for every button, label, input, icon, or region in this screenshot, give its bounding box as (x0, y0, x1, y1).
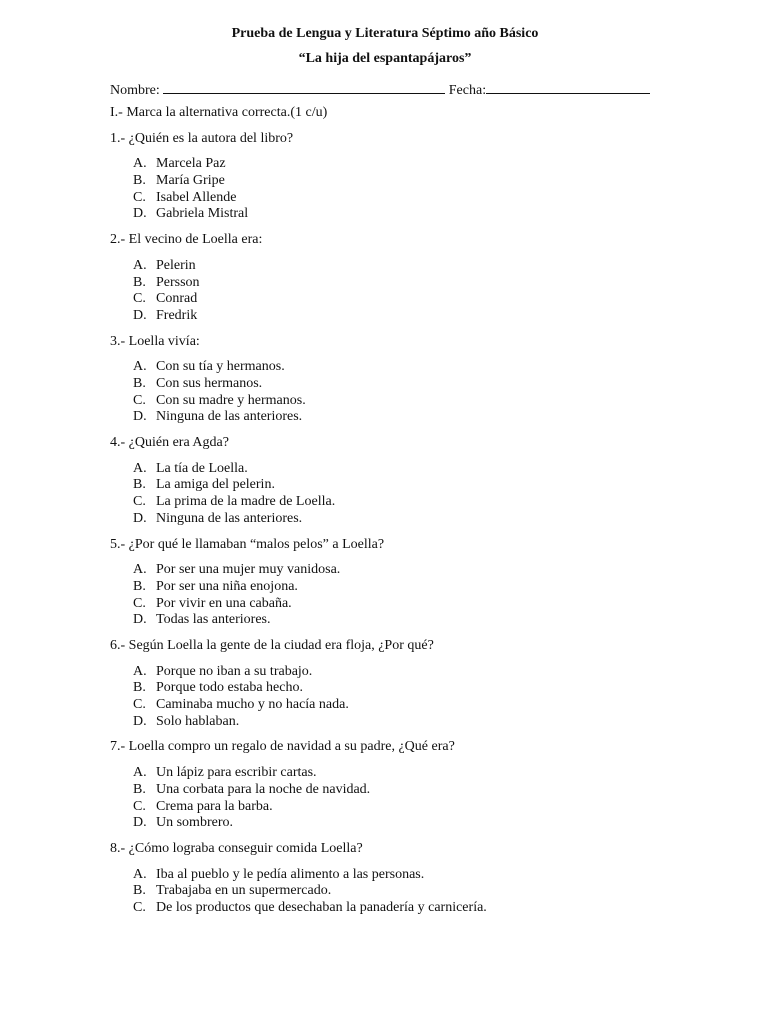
option-text: Caminaba mucho y no hacía nada. (156, 697, 349, 713)
question-block (110, 131, 660, 223)
options-list (110, 867, 660, 917)
option-letter: C. (133, 798, 146, 814)
question-block (110, 435, 660, 527)
option-text: Porque no iban a su trabajo. (156, 663, 313, 679)
option-item[interactable] (133, 376, 660, 393)
options-list (110, 156, 660, 223)
question-block (110, 537, 660, 629)
option-text: Trabajaba en un supermercado. (156, 883, 332, 899)
option-text: La prima de la madre de Loella. (156, 494, 336, 510)
section-instruction: I.- Marca la alternativa correcta.(1 c/u) (110, 105, 328, 120)
option-letter: C. (133, 494, 146, 510)
option-letter: B. (133, 883, 146, 899)
option-text: Un sombrero. (156, 815, 233, 831)
question-block (110, 232, 660, 324)
options-list (110, 461, 660, 528)
option-item[interactable] (133, 883, 660, 900)
option-letter: A. (133, 663, 147, 679)
option-letter: A. (133, 866, 147, 882)
option-text: Todas las anteriores. (156, 612, 271, 628)
option-item[interactable] (133, 714, 660, 731)
option-letter: D. (133, 815, 147, 831)
option-letter: A. (133, 257, 147, 273)
option-text: De los productos que desechaban la panadería y carnicería. (156, 899, 487, 915)
option-item[interactable] (133, 815, 660, 832)
option-letter: A. (133, 562, 147, 578)
question-text: 4.- ¿Quién era Agda? (110, 435, 229, 451)
question-block (110, 739, 660, 831)
options-list (110, 765, 660, 832)
option-letter: B. (133, 578, 146, 594)
option-text: La tía de Loella. (156, 460, 248, 476)
options-list (110, 359, 660, 426)
option-letter: B. (133, 680, 146, 696)
question-text: 2.- El vecino de Loella era: (110, 232, 263, 248)
options-list (110, 258, 660, 325)
option-item[interactable] (133, 409, 660, 426)
option-item[interactable] (133, 206, 660, 223)
option-letter: B. (133, 376, 146, 391)
question-text: 5.- ¿Por qué le llamaban “malos pelos” a Loella? (110, 536, 385, 552)
book-title: “La hija del espantapájaros” (298, 51, 472, 66)
option-letter: C. (133, 899, 146, 915)
question-text: 3.- Loella vivía: (110, 333, 200, 349)
option-letter: A. (133, 460, 147, 476)
option-letter: C. (133, 189, 146, 205)
option-item[interactable] (133, 562, 660, 579)
option-item[interactable] (133, 511, 660, 528)
option-item[interactable] (133, 596, 660, 613)
exam-title: Prueba de Lengua y Literatura Séptimo año Básico (231, 26, 539, 41)
option-item[interactable] (133, 275, 660, 292)
option-letter: B. (133, 781, 146, 797)
option-letter: B. (133, 173, 146, 189)
option-letter: D. (133, 510, 147, 526)
option-letter: B. (133, 477, 146, 493)
options-list (110, 562, 660, 629)
option-item[interactable] (133, 291, 660, 308)
question-text: 8.- ¿Cómo lograba conseguir comida Loella? (110, 840, 363, 856)
option-item[interactable] (133, 494, 660, 511)
option-item[interactable] (133, 765, 660, 782)
option-text: Por vivir en una cabaña. (156, 595, 292, 611)
option-letter: A. (133, 359, 147, 375)
option-text: Ninguna de las anteriores. (156, 409, 303, 425)
question-block (110, 841, 660, 917)
question-text: 1.- ¿Quién es la autora del libro? (110, 130, 294, 146)
option-text: Gabriela Mistral (156, 206, 249, 222)
option-text: Persson (156, 274, 200, 290)
option-letter: C. (133, 392, 146, 408)
option-item[interactable] (133, 258, 660, 275)
option-item[interactable] (133, 173, 660, 190)
option-item[interactable] (133, 359, 660, 376)
question-block (110, 334, 660, 426)
option-text: Con su madre y hermanos. (156, 392, 306, 408)
option-text: Crema para la barba. (156, 798, 273, 814)
option-item[interactable] (133, 461, 660, 478)
date-label: Fecha: (448, 83, 487, 98)
option-text: Con su tía y hermanos. (156, 359, 285, 375)
option-item[interactable] (133, 782, 660, 799)
option-letter: C. (133, 291, 146, 307)
option-letter: D. (133, 409, 147, 425)
options-list (110, 664, 660, 731)
option-letter: D. (133, 612, 147, 628)
option-item[interactable] (133, 308, 660, 325)
option-letter: C. (133, 697, 146, 713)
option-letter: D. (133, 307, 147, 323)
name-label: Nombre: (110, 83, 160, 98)
name-date-row (110, 79, 660, 97)
option-text: Una corbata para la noche de navidad. (156, 781, 371, 797)
option-text: Por ser una mujer muy vanidosa. (156, 562, 341, 578)
option-text: María Gripe (156, 173, 225, 189)
option-item[interactable] (133, 664, 660, 681)
option-text: Solo hablaban. (156, 713, 240, 729)
option-letter: C. (133, 595, 146, 611)
option-text: Un lápiz para escribir cartas. (156, 765, 317, 781)
option-item[interactable] (133, 612, 660, 629)
question-text: 6.- Según Loella la gente de la ciudad era floja, ¿Por qué? (110, 637, 434, 653)
exam-page (110, 25, 660, 917)
option-text: Porque todo estaba hecho. (156, 680, 303, 696)
option-text: Conrad (156, 291, 198, 307)
option-text: La amiga del pelerin. (156, 477, 275, 493)
question-block (110, 638, 660, 730)
option-text: Ninguna de las anteriores. (156, 510, 303, 526)
option-letter: A. (133, 765, 147, 781)
option-item[interactable] (133, 190, 660, 207)
option-item[interactable] (133, 579, 660, 596)
option-letter: B. (133, 274, 146, 290)
option-item[interactable] (133, 799, 660, 816)
option-item[interactable] (133, 680, 660, 697)
option-letter: D. (133, 713, 147, 729)
question-text: 7.- Loella compro un regalo de navidad a su padre, ¿Qué era? (110, 739, 455, 755)
date-blank-line[interactable] (486, 79, 650, 94)
option-item[interactable] (133, 393, 660, 410)
option-letter: A. (133, 156, 147, 172)
option-letter: D. (133, 206, 147, 222)
option-item[interactable] (133, 697, 660, 714)
option-text: Fredrik (156, 307, 198, 323)
option-text: Por ser una niña enojona. (156, 578, 298, 594)
option-text: Pelerin (156, 257, 196, 273)
option-text: Iba al pueblo y le pedía alimento a las personas. (156, 866, 425, 882)
option-text: Isabel Allende (156, 189, 237, 205)
option-item[interactable] (133, 156, 660, 173)
option-item[interactable] (133, 477, 660, 494)
option-text: Con sus hermanos. (156, 376, 263, 391)
question-list (110, 131, 660, 917)
option-text: Marcela Paz (156, 156, 226, 172)
name-blank-line[interactable] (163, 79, 445, 94)
option-item[interactable] (133, 867, 660, 884)
option-item[interactable] (133, 900, 660, 917)
